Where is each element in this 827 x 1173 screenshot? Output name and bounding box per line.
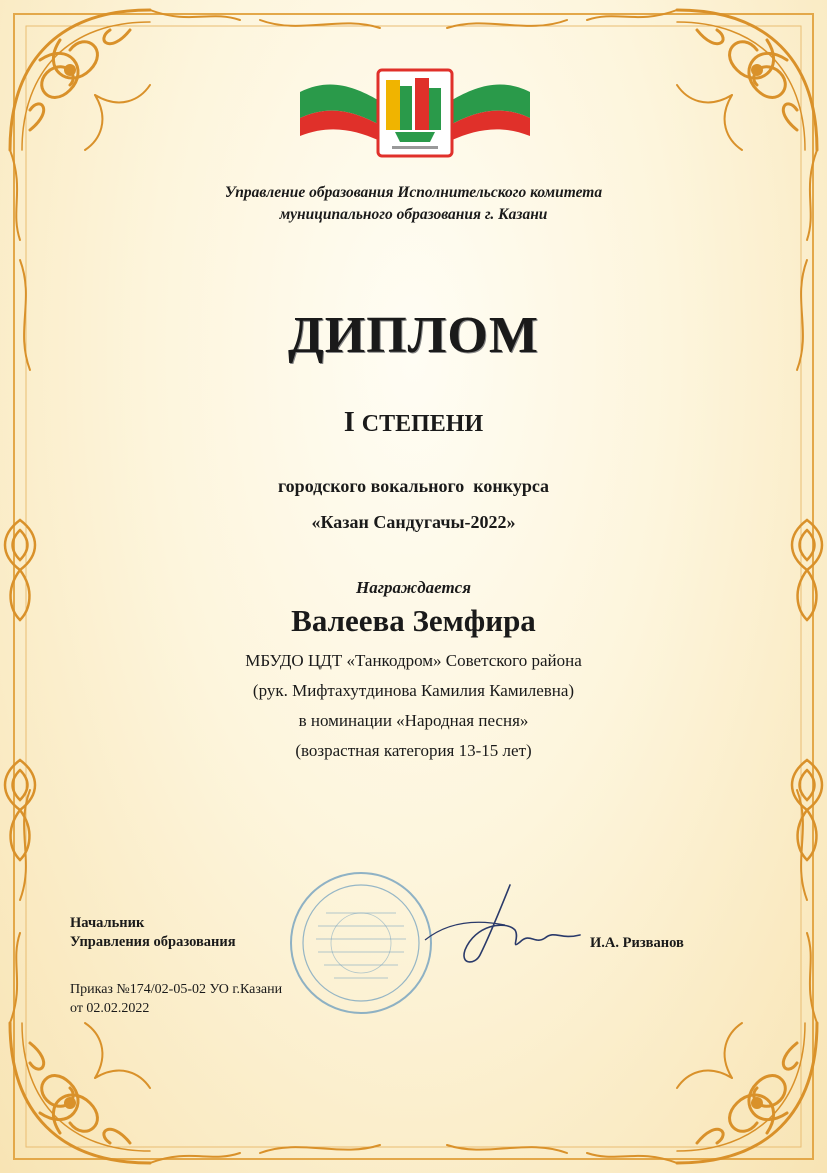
contest-line-2: «Казан Сандугачы-2022»	[311, 512, 516, 532]
contest-line-1: городского вокального конкурса	[277, 476, 550, 496]
diploma-title: ДИПЛОМ	[288, 307, 539, 364]
order-number: Приказ №174/02-05-02 УО г.Казани	[70, 982, 283, 997]
detail-nomination: в номинации «Народная песня»	[298, 711, 529, 730]
degree-numeral: I	[343, 407, 355, 438]
awarded-label: Награждается	[356, 578, 471, 597]
detail-age-category: (возрастная категория 13-15 лет)	[295, 741, 532, 760]
diploma-degree	[0, 407, 827, 439]
org-line-2: муниципального образования г. Казани	[279, 206, 548, 223]
order-date: от 02.02.2022	[70, 1001, 150, 1016]
signatory-name: И.А. Ризванов	[590, 935, 684, 951]
detail-school: МБУДО ЦДТ «Танкодром» Советского района	[245, 651, 582, 670]
degree-word: СТЕПЕНИ	[361, 411, 484, 437]
issuing-organization	[0, 182, 827, 226]
detail-supervisor: (рук. Мифтахутдинова Камилия Камилевна)	[252, 681, 575, 700]
org-line-1: Управление образования Исполнительского комитета	[224, 184, 603, 201]
signatory-position	[70, 914, 236, 952]
contest-name	[0, 468, 827, 540]
signature	[420, 880, 590, 970]
emblem-logo	[300, 62, 530, 162]
award-details	[0, 646, 827, 766]
position-line-2: Управления образования	[70, 934, 236, 950]
official-stamp	[286, 868, 436, 1018]
order-reference	[70, 980, 282, 1018]
recipient-name: Валеева Земфира	[291, 603, 536, 638]
position-line-1: Начальник	[70, 915, 145, 931]
